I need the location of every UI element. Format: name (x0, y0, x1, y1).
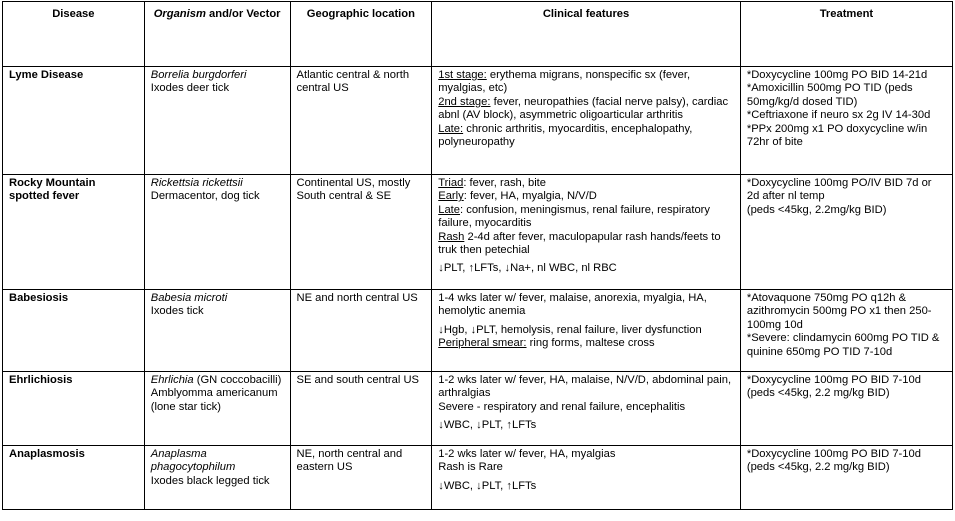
treatment-line: *Atovaquone 750mg PO q12h & azithromycin 500mg PO x1 then 250-100mg 10d (746, 292, 932, 331)
clinical-cell (432, 290, 741, 372)
disease-cell: Babesiosis (3, 290, 145, 372)
clinical-line: 1-4 wks later w/ fever, malaise, anorexia, myalgia, HA, hemolytic anemia (438, 292, 707, 318)
treatment-line: *PPx 200mg x1 PO doxycycline w/in 72hr of bite (746, 122, 928, 149)
disease-cell: Lyme Disease (3, 67, 145, 175)
clinical-line (438, 69, 734, 96)
header-treatment: Treatment (740, 2, 952, 67)
stage-text: erythema migrans, nonspecific sx (fever, myalgias, etc) (438, 69, 691, 95)
tick-borne-disease-table (2, 1, 953, 510)
clinical-line (438, 190, 734, 203)
vector-name: Ixodes black legged tick (150, 474, 270, 487)
treatment-line: *Doxycycline 100mg PO BID 7-10d (peds <45kg, 2.2 mg/kg BID) (746, 374, 921, 400)
header-geo: Geographic location (290, 2, 432, 67)
organism-cell (144, 446, 290, 510)
organism-name: Anaplasma phagocytophilum (150, 448, 236, 474)
header-organism (144, 2, 290, 67)
clinical-line (438, 96, 734, 123)
clinical-cell (432, 372, 741, 446)
lab-findings: ↓WBC, ↓PLT, ↑LFTs (438, 419, 537, 432)
clinical-cell (432, 67, 741, 175)
clinical-line (438, 123, 734, 150)
organism-cell (144, 67, 290, 175)
lab-findings: ↓PLT, ↑LFTs, ↓Na+, nl WBC, nl RBC (438, 262, 617, 275)
smear-text: ring forms, maltese cross (526, 337, 655, 350)
clinical-line (438, 204, 734, 231)
table-row (3, 372, 953, 446)
feature-text: : confusion, meningismus, renal failure, respiratory failure, myocarditis (438, 203, 710, 230)
disease-cell: Ehrlichiosis (3, 372, 145, 446)
geo-cell: Atlantic central & north central US (290, 67, 432, 175)
stage-text: fever, neuropathies (facial nerve palsy), cardiac abnl (AV block), asymmetric oligoarticular arthritis (438, 95, 729, 122)
clinical-line: Rash is Rare (438, 461, 503, 474)
treatment-cell (740, 446, 952, 510)
vector-name: Amblyomma americanum (lone star tick) (150, 387, 278, 413)
vector-name: Dermacentor, dog tick (150, 190, 260, 203)
organism-detail: (GN coccobacilli) (193, 374, 282, 386)
clinical-cell (432, 175, 741, 290)
header-organism-rest: and/or Vector (205, 8, 281, 20)
stage-label: 1st stage: (438, 69, 487, 81)
treatment-line: *Amoxicillin 500mg PO TID (peds 50mg/kg/d dosed TID) (746, 82, 913, 108)
lab-findings: ↓Hgb, ↓PLT, hemolysis, renal failure, liver dysfunction (438, 323, 702, 336)
geo-cell: SE and south central US (290, 372, 432, 446)
header-disease: Disease (3, 2, 145, 67)
treatment-line: *Ceftriaxone if neuro sx 2g IV 14-30d (746, 109, 931, 122)
organism-cell (144, 290, 290, 372)
vector-name: Ixodes deer tick (150, 82, 230, 95)
header-row (3, 2, 953, 67)
stage-label: Late: (438, 122, 464, 135)
treatment-line: *Doxycycline 100mg PO/IV BID 7d or 2d after nl temp (746, 177, 932, 203)
treatment-line: *Doxycycline 100mg PO BID 14-21d (746, 69, 928, 81)
treatment-line: *Doxycycline 100mg PO BID 7-10d (peds <45kg, 2.2 mg/kg BID) (746, 448, 921, 474)
geo-cell: Continental US, mostly South central & SE (290, 175, 432, 290)
organism-line (151, 374, 284, 387)
clinical-line: 1-2 wks later w/ fever, HA, myalgias (438, 448, 616, 460)
stage-text: chronic arthritis, myocarditis, encephalopathy, polyneuropathy (438, 122, 693, 149)
clinical-line: Severe - respiratory and renal failure, encephalitis (438, 400, 686, 413)
vector-name: Ixodes tick (150, 305, 204, 318)
treatment-cell (740, 372, 952, 446)
disease-cell: Anaplasmosis (3, 446, 145, 510)
treatment-cell (740, 290, 952, 372)
smear-label: Peripheral smear: (438, 337, 527, 350)
feature-label: Triad (438, 177, 464, 189)
stage-label: 2nd stage: (438, 95, 491, 108)
organism-name: Rickettsia rickettsii (150, 177, 243, 189)
organism-cell (144, 372, 290, 446)
feature-label: Early (438, 190, 464, 203)
clinical-line (438, 177, 734, 190)
clinical-line (438, 231, 734, 258)
feature-label: Late (438, 203, 461, 216)
treatment-cell (740, 175, 952, 290)
table-row (3, 175, 953, 290)
organism-cell (144, 175, 290, 290)
clinical-line: 1-2 wks later w/ fever, HA, malaise, N/V/D, abdominal pain, arthralgias (438, 374, 732, 400)
feature-label: Rash (438, 230, 465, 243)
treatment-cell (740, 67, 952, 175)
header-clinical: Clinical features (432, 2, 741, 67)
header-organism-italic: Organism (153, 8, 206, 20)
table-row (3, 67, 953, 175)
feature-text: 2-4d after fever, maculopapular rash hands/feets to truk then petechial (438, 230, 721, 257)
organism-name: Babesia microti (150, 292, 228, 304)
organism-name: Ehrlichia (150, 374, 194, 386)
treatment-line: (peds <45kg, 2.2mg/kg BID) (746, 203, 887, 216)
organism-name: Borrelia burgdorferi (150, 69, 247, 81)
table-row (3, 290, 953, 372)
geo-cell: NE and north central US (290, 290, 432, 372)
feature-text: : fever, HA, myalgia, N/V/D (463, 190, 597, 203)
feature-text: : fever, rash, bite (463, 177, 547, 189)
disease-cell: Rocky Mountain spotted fever (3, 175, 145, 290)
geo-cell: NE, north central and eastern US (290, 446, 432, 510)
clinical-line (438, 337, 734, 350)
table-row (3, 446, 953, 510)
clinical-cell (432, 446, 741, 510)
treatment-line: *Severe: clindamycin 600mg PO TID & quinine 650mg PO TID 7-10d (746, 332, 940, 358)
lab-findings: ↓WBC, ↓PLT, ↑LFTs (438, 479, 537, 492)
